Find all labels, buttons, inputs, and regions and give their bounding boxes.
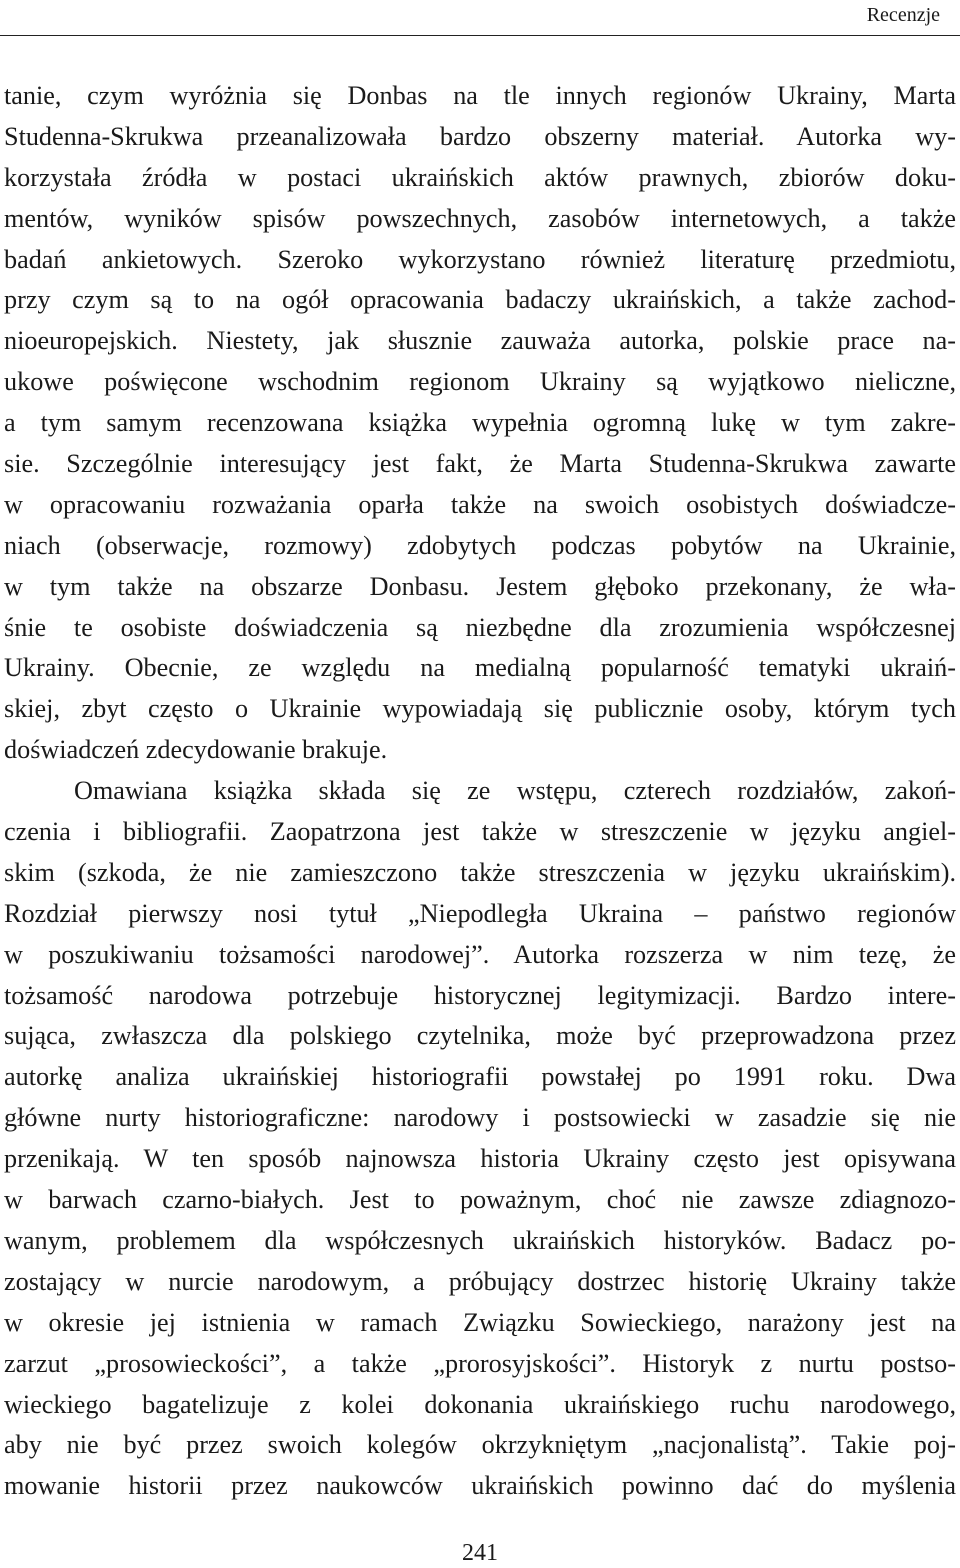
text-line: Omawiana książka składa się ze wstępu, czterech rozdziałów, zakoń-	[74, 776, 956, 806]
text-line: sująca, zwłaszcza dla polskiego czytelnika, może być przeprowadzona przez	[4, 1021, 956, 1051]
text-line: w opracowaniu rozważania oparła także na swoich osobistych doświadcze-	[4, 489, 956, 519]
text-line: w barwach czarno-białych. Jest to poważnym, choć nie zawsze zdiagnozo-	[4, 1185, 956, 1215]
text-line: mentów, wyników spisów powszechnych, zasobów internetowych, a także	[4, 203, 956, 233]
text-line: przy czym są to na ogół opracowania badaczy ukraińskich, a także zachod-	[4, 285, 956, 315]
text-line: przenikają. W ten sposób najnowsza historia Ukrainy często jest opisywana	[4, 1144, 956, 1174]
text-line: mowanie historii przez naukowców ukraińskich powinno dać do myślenia	[4, 1471, 956, 1501]
text-line: tożsamość narodowa potrzebuje historycznej legitymizacji. Bardzo intere-	[4, 980, 956, 1010]
text-line: autorkę analiza ukraińskiej historiografii powstałej po 1991 roku. Dwa	[4, 1062, 956, 1092]
text-line: śnie te osobiste doświadczenia są niezbędne dla zrozumienia współczesnej	[4, 612, 956, 642]
text-line: doświadczeń zdecydowanie brakuje.	[4, 735, 388, 765]
text-line: badań ankietowych. Szeroko wykorzystano również literaturę przedmiotu,	[4, 244, 956, 274]
text-line: a tym samym recenzowana książka wypełnia ogromną lukę w tym zakre-	[4, 408, 956, 438]
paragraph-2	[4, 771, 956, 1507]
text-line: skiej, zbyt często o Ukrainie wypowiadają się publicznie osoby, którym tych	[4, 694, 956, 724]
page-number: 241	[462, 1540, 498, 1566]
text-line: główne nurty historiograficzne: narodowy i postsowiecki w zasadzie się nie	[4, 1103, 956, 1133]
text-line: w poszukiwaniu tożsamości narodowej”. Autorka rozszerza w nim tezę, że	[4, 939, 956, 969]
text-line: sie. Szczególnie interesujący jest fakt, że Marta Studenna-Skrukwa zawarte	[4, 449, 956, 479]
text-line: czenia i bibliografii. Zaopatrzona jest także w streszczenie w języku angiel-	[4, 817, 956, 847]
text-line: w tym także na obszarze Donbasu. Jestem głęboko przekonany, że wła-	[4, 571, 956, 601]
text-line: niach (obserwacje, rozmowy) zdobytych podczas pobytów na Ukrainie,	[4, 530, 956, 560]
text-line: korzystała źródła w postaci ukraińskich aktów prawnych, zbiorów doku-	[4, 162, 956, 192]
text-line: nioeuropejskich. Niestety, jak słusznie zauważa autorka, polskie prace na-	[4, 326, 956, 356]
text-line: Rozdział pierwszy nosi tytuł „Niepodległa Ukraina – państwo regionów	[4, 898, 956, 928]
text-line: tanie, czym wyróżnia się Donbas na tle innych regionów Ukrainy, Marta	[4, 81, 956, 110]
body-text	[4, 76, 956, 1507]
running-head-title: Recenzje	[866, 4, 940, 26]
text-line: Studenna-Skrukwa przeanalizowała bardzo obszerny materiał. Autorka wy-	[4, 121, 956, 151]
text-line: skim (szkoda, że nie zamieszczono także streszczenia w języku ukraińskim).	[4, 857, 956, 887]
text-line: ukowe poświęcone wschodnim regionom Ukrainy są wyjątkowo nieliczne,	[4, 367, 956, 397]
text-line: aby nie być przez swoich kolegów okrzykniętym „nacjonalistą”. Takie poj-	[4, 1430, 956, 1460]
text-line: wanym, problemem dla współczesnych ukraińskich historyków. Badacz po-	[4, 1225, 956, 1255]
text-line: zarzut „prosowieckości”, a także „prorosyjskości”. Historyk z nurtu postso-	[4, 1348, 956, 1378]
text-line: wieckiego bagatelizuje z kolei dokonania ukraińskiego ruchu narodowego,	[4, 1389, 956, 1419]
header-divider	[0, 35, 960, 36]
text-line: Ukrainy. Obecnie, ze względu na medialną popularność tematyki ukraiń-	[4, 653, 956, 683]
text-line: zostający w nurcie narodowym, a próbujący dostrzec historię Ukrainy także	[4, 1266, 956, 1296]
text-line: w okresie jej istnienia w ramach Związku Sowieckiego, narażony jest na	[4, 1307, 956, 1337]
paragraph-1	[4, 76, 956, 771]
